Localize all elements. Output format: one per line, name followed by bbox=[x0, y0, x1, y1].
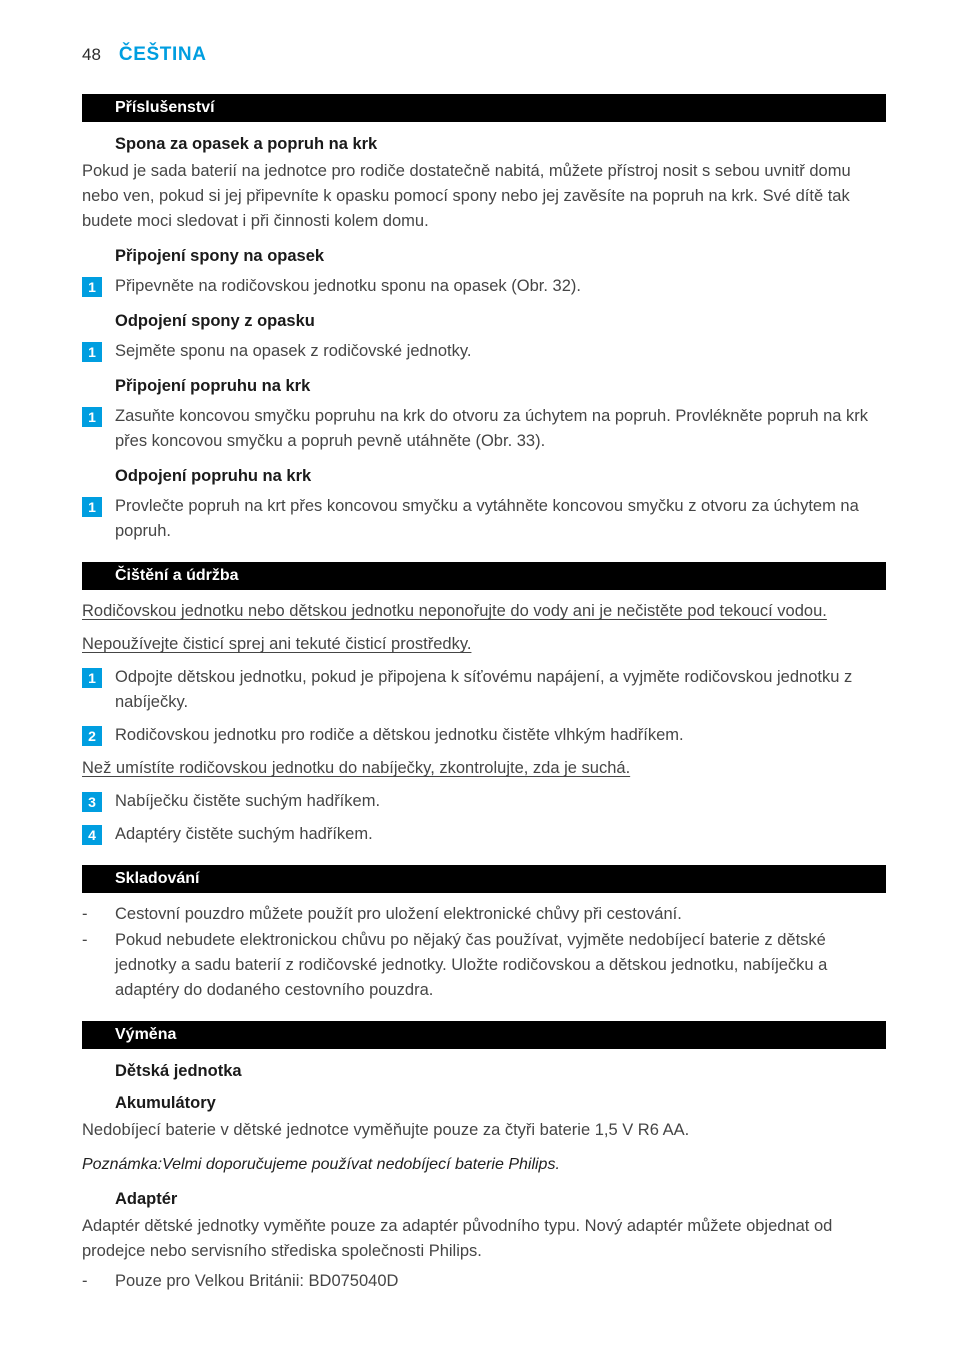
step-item bbox=[82, 494, 886, 544]
language-title: ČEŠTINA bbox=[118, 44, 207, 65]
step-text: Adaptéry čistěte suchým hadříkem. bbox=[115, 825, 373, 843]
step-text: Připevněte na rodičovskou jednotku sponu na opasek (Obr. 32). bbox=[115, 277, 581, 295]
section-header-cisteni-a-udrzba: Čištění a údržba bbox=[82, 562, 886, 590]
step-item bbox=[82, 339, 886, 364]
subsection-heading: Spona za opasek a popruh na krk bbox=[115, 135, 378, 153]
caution-text: Rodičovskou jednotku nebo dětskou jednotku neponořujte do vody ani je nečistěte pod tekoucí vodou. bbox=[82, 602, 827, 620]
step-text: Rodičovskou jednotku pro rodiče a dětskou jednotku čistěte vlhkým hadříkem. bbox=[115, 726, 684, 744]
section-header-prislusenstvi: Příslušenství bbox=[82, 94, 886, 122]
step-number-badge: 1 bbox=[82, 407, 102, 427]
bullet-text: Pouze pro Velkou Británii: BD075040D bbox=[115, 1272, 399, 1290]
paragraph: Nedobíjecí baterie v dětské jednotce vyměňujte pouze za čtyři baterie 1,5 V R6 AA. bbox=[82, 1121, 690, 1139]
step-item bbox=[82, 404, 886, 454]
subsection-heading: Akumulátory bbox=[115, 1094, 216, 1112]
step-number-badge: 3 bbox=[82, 792, 102, 812]
step-item bbox=[82, 274, 886, 299]
step-text: Zasuňte koncovou smyčku popruhu na krk do otvoru za úchytem na popruh. Provlékněte popruh na krk přes koncovou smyčku a popruh pevně utáhněte (Obr. 33). bbox=[115, 407, 869, 450]
step-number-badge: 1 bbox=[82, 277, 102, 297]
subsection-heading: Připojení popruhu na krk bbox=[115, 377, 311, 395]
step-number-badge: 4 bbox=[82, 825, 102, 845]
step-text: Nabíječku čistěte suchým hadříkem. bbox=[115, 792, 381, 810]
step-item bbox=[82, 665, 886, 715]
step-item bbox=[82, 723, 886, 748]
caution-text: Nepoužívejte čisticí sprej ani tekuté čisticí prostředky. bbox=[82, 635, 472, 653]
paragraph: Pokud je sada baterií na jednotce pro rodiče dostatečně nabitá, můžete přístroj nosit s sebou uvnitř domu nebo ven, pokud si jej připevníte k opasku pomocí spony nebo jej zavěsíte na popruh na krk. Své dítě tak budete moci sledovat i při činnosti kolem domu. bbox=[82, 162, 851, 230]
bullet-item bbox=[82, 1269, 886, 1294]
subsection-heading: Odpojení spony z opasku bbox=[115, 312, 315, 330]
step-number-badge: 1 bbox=[82, 668, 102, 688]
note-text: Poznámka:Velmi doporučujeme používat nedobíjecí baterie Philips. bbox=[82, 1156, 560, 1173]
page-number: 48 bbox=[82, 45, 101, 64]
step-number-badge: 2 bbox=[82, 726, 102, 746]
subsection-heading: Adaptér bbox=[115, 1190, 178, 1208]
section-header-skladovani: Skladování bbox=[82, 865, 886, 893]
caution-text: Než umístíte rodičovskou jednotku do nabíječky, zkontrolujte, zda je suchá. bbox=[82, 759, 631, 777]
bullet-dash: - bbox=[82, 905, 88, 923]
bullet-dash: - bbox=[82, 931, 88, 949]
step-text: Sejměte sponu na opasek z rodičovské jednotky. bbox=[115, 342, 472, 360]
bullet-item bbox=[82, 928, 886, 1003]
bullet-text: Cestovní pouzdro můžete použít pro uložení elektronické chůvy při cestování. bbox=[115, 905, 682, 923]
step-number-badge: 1 bbox=[82, 497, 102, 517]
bullet-text: Pokud nebudete elektronickou chůvu po nějaký čas používat, vyjměte nedobíjecí baterie z dětské jednotky a sadu baterií z rodičovské jednotky. Uložte rodičovskou a dětskou jednotku, nabíječku a adaptéry do dodaného cestovního pouzdra. bbox=[115, 931, 828, 999]
subsection-heading: Odpojení popruhu na krk bbox=[115, 467, 312, 485]
page-header bbox=[82, 44, 886, 66]
subsection-heading: Dětská jednotka bbox=[115, 1062, 242, 1080]
step-text: Provlečte popruh na krt přes koncovou smyčku a vytáhněte koncovou smyčku z otvoru za úchytem na popruh. bbox=[115, 497, 859, 540]
paragraph: Adaptér dětské jednotky vyměňte pouze za adaptér původního typu. Nový adaptér můžete objednat od prodejce nebo servisního střediska společnosti Philips. bbox=[82, 1217, 833, 1260]
step-text: Odpojte dětskou jednotku, pokud je připojena k síťovému napájení, a vyjměte rodičovskou jednotku z nabíječky. bbox=[115, 668, 853, 711]
step-item bbox=[82, 822, 886, 847]
bullet-dash: - bbox=[82, 1272, 88, 1290]
step-number-badge: 1 bbox=[82, 342, 102, 362]
subsection-heading: Připojení spony na opasek bbox=[115, 247, 325, 265]
section-header-vymena: Výměna bbox=[82, 1021, 886, 1049]
step-item bbox=[82, 789, 886, 814]
bullet-item bbox=[82, 902, 886, 927]
